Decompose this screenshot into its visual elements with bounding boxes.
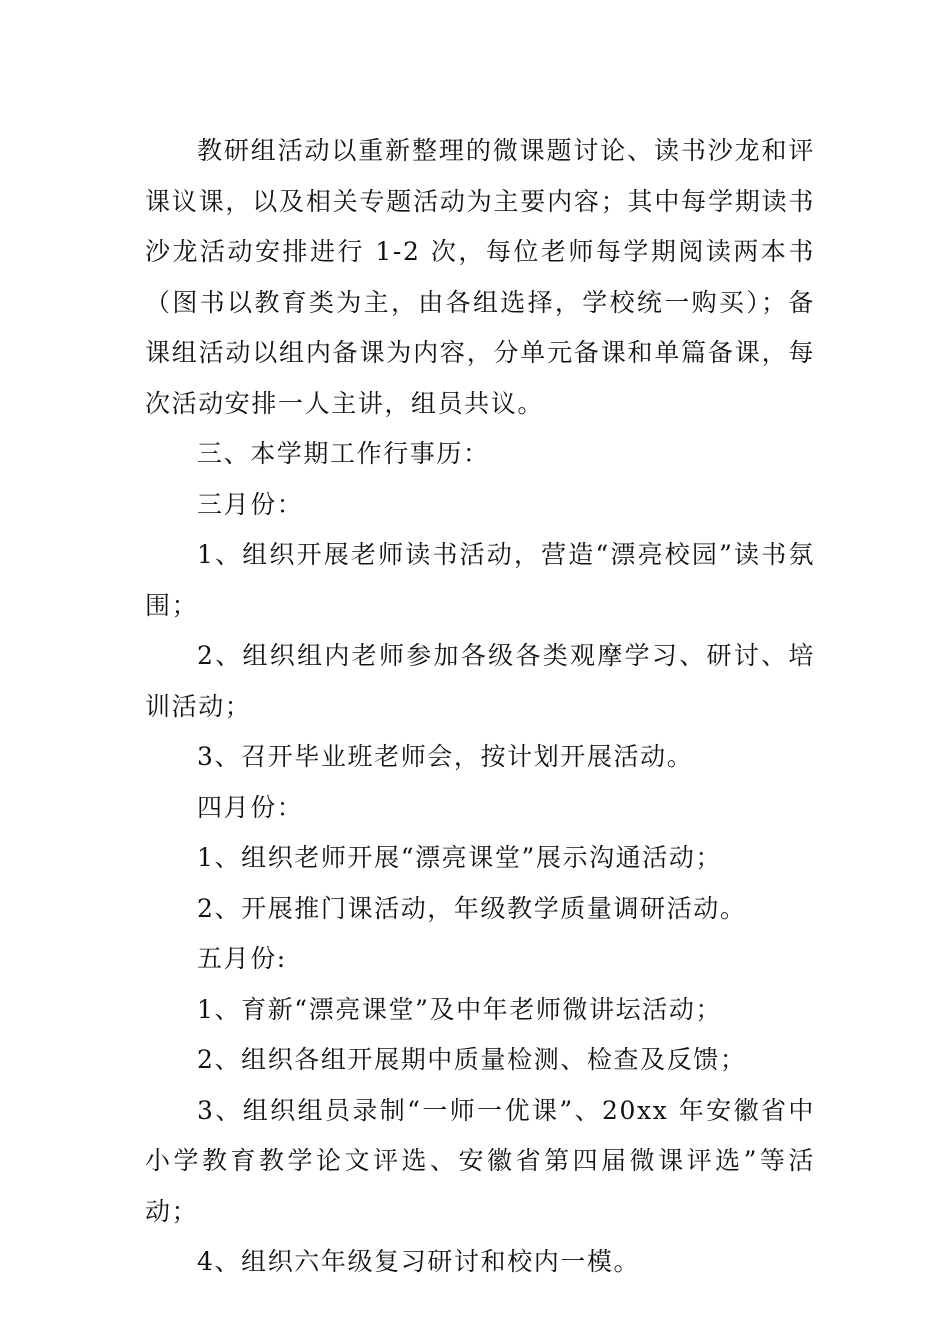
list-item: 3、组织组员录制“一师一优课”、20xx 年安徽省中小学教育教学论文评选、安徽省第四届微课评选”等活动；	[145, 1095, 815, 1226]
section-heading-calendar: 三、本学期工作行事历：	[197, 439, 490, 468]
paragraph-activities: 教研组活动以重新整理的微课题讨论、读书沙龙和评课议课，以及相关专题活动为主要内容；其中每学期读书沙龙活动安排进行 1-2 次，每位老师每学期阅读两本书（图书以教育类为主，由各组选择，学校统一购买）；备课组活动以组内备课为内容，分单元备课和单篇备课，每次活动安排一人主讲，组员共议。	[145, 136, 815, 418]
list-item: 2、组织各组开展期中质量检测、检查及反馈；	[197, 1045, 747, 1074]
list-item: 1、育新“漂亮课堂”及中年老师微讲坛活动；	[197, 994, 723, 1024]
list-item: 2、开展推门课活动，年级教学质量调研活动。	[197, 893, 747, 923]
month-heading-march: 三月份：	[197, 489, 304, 519]
list-item: 4、组织六年级复习研讨和校内一模。	[197, 1247, 641, 1276]
list-item: 1、组织老师开展“漂亮课堂”展示沟通活动；	[197, 843, 723, 872]
list-item: 1、组织开展老师读书活动，营造“漂亮校园”读书氛围；	[145, 540, 815, 620]
month-heading-may: 五月份:	[197, 944, 287, 973]
list-item: 3、召开毕业班老师会，按计划开展活动。	[197, 742, 694, 771]
document-body	[145, 126, 815, 1288]
month-heading-april: 四月份：	[197, 792, 304, 822]
list-item: 2、组织组内老师参加各级各类观摩学习、研讨、培训活动；	[145, 641, 815, 721]
